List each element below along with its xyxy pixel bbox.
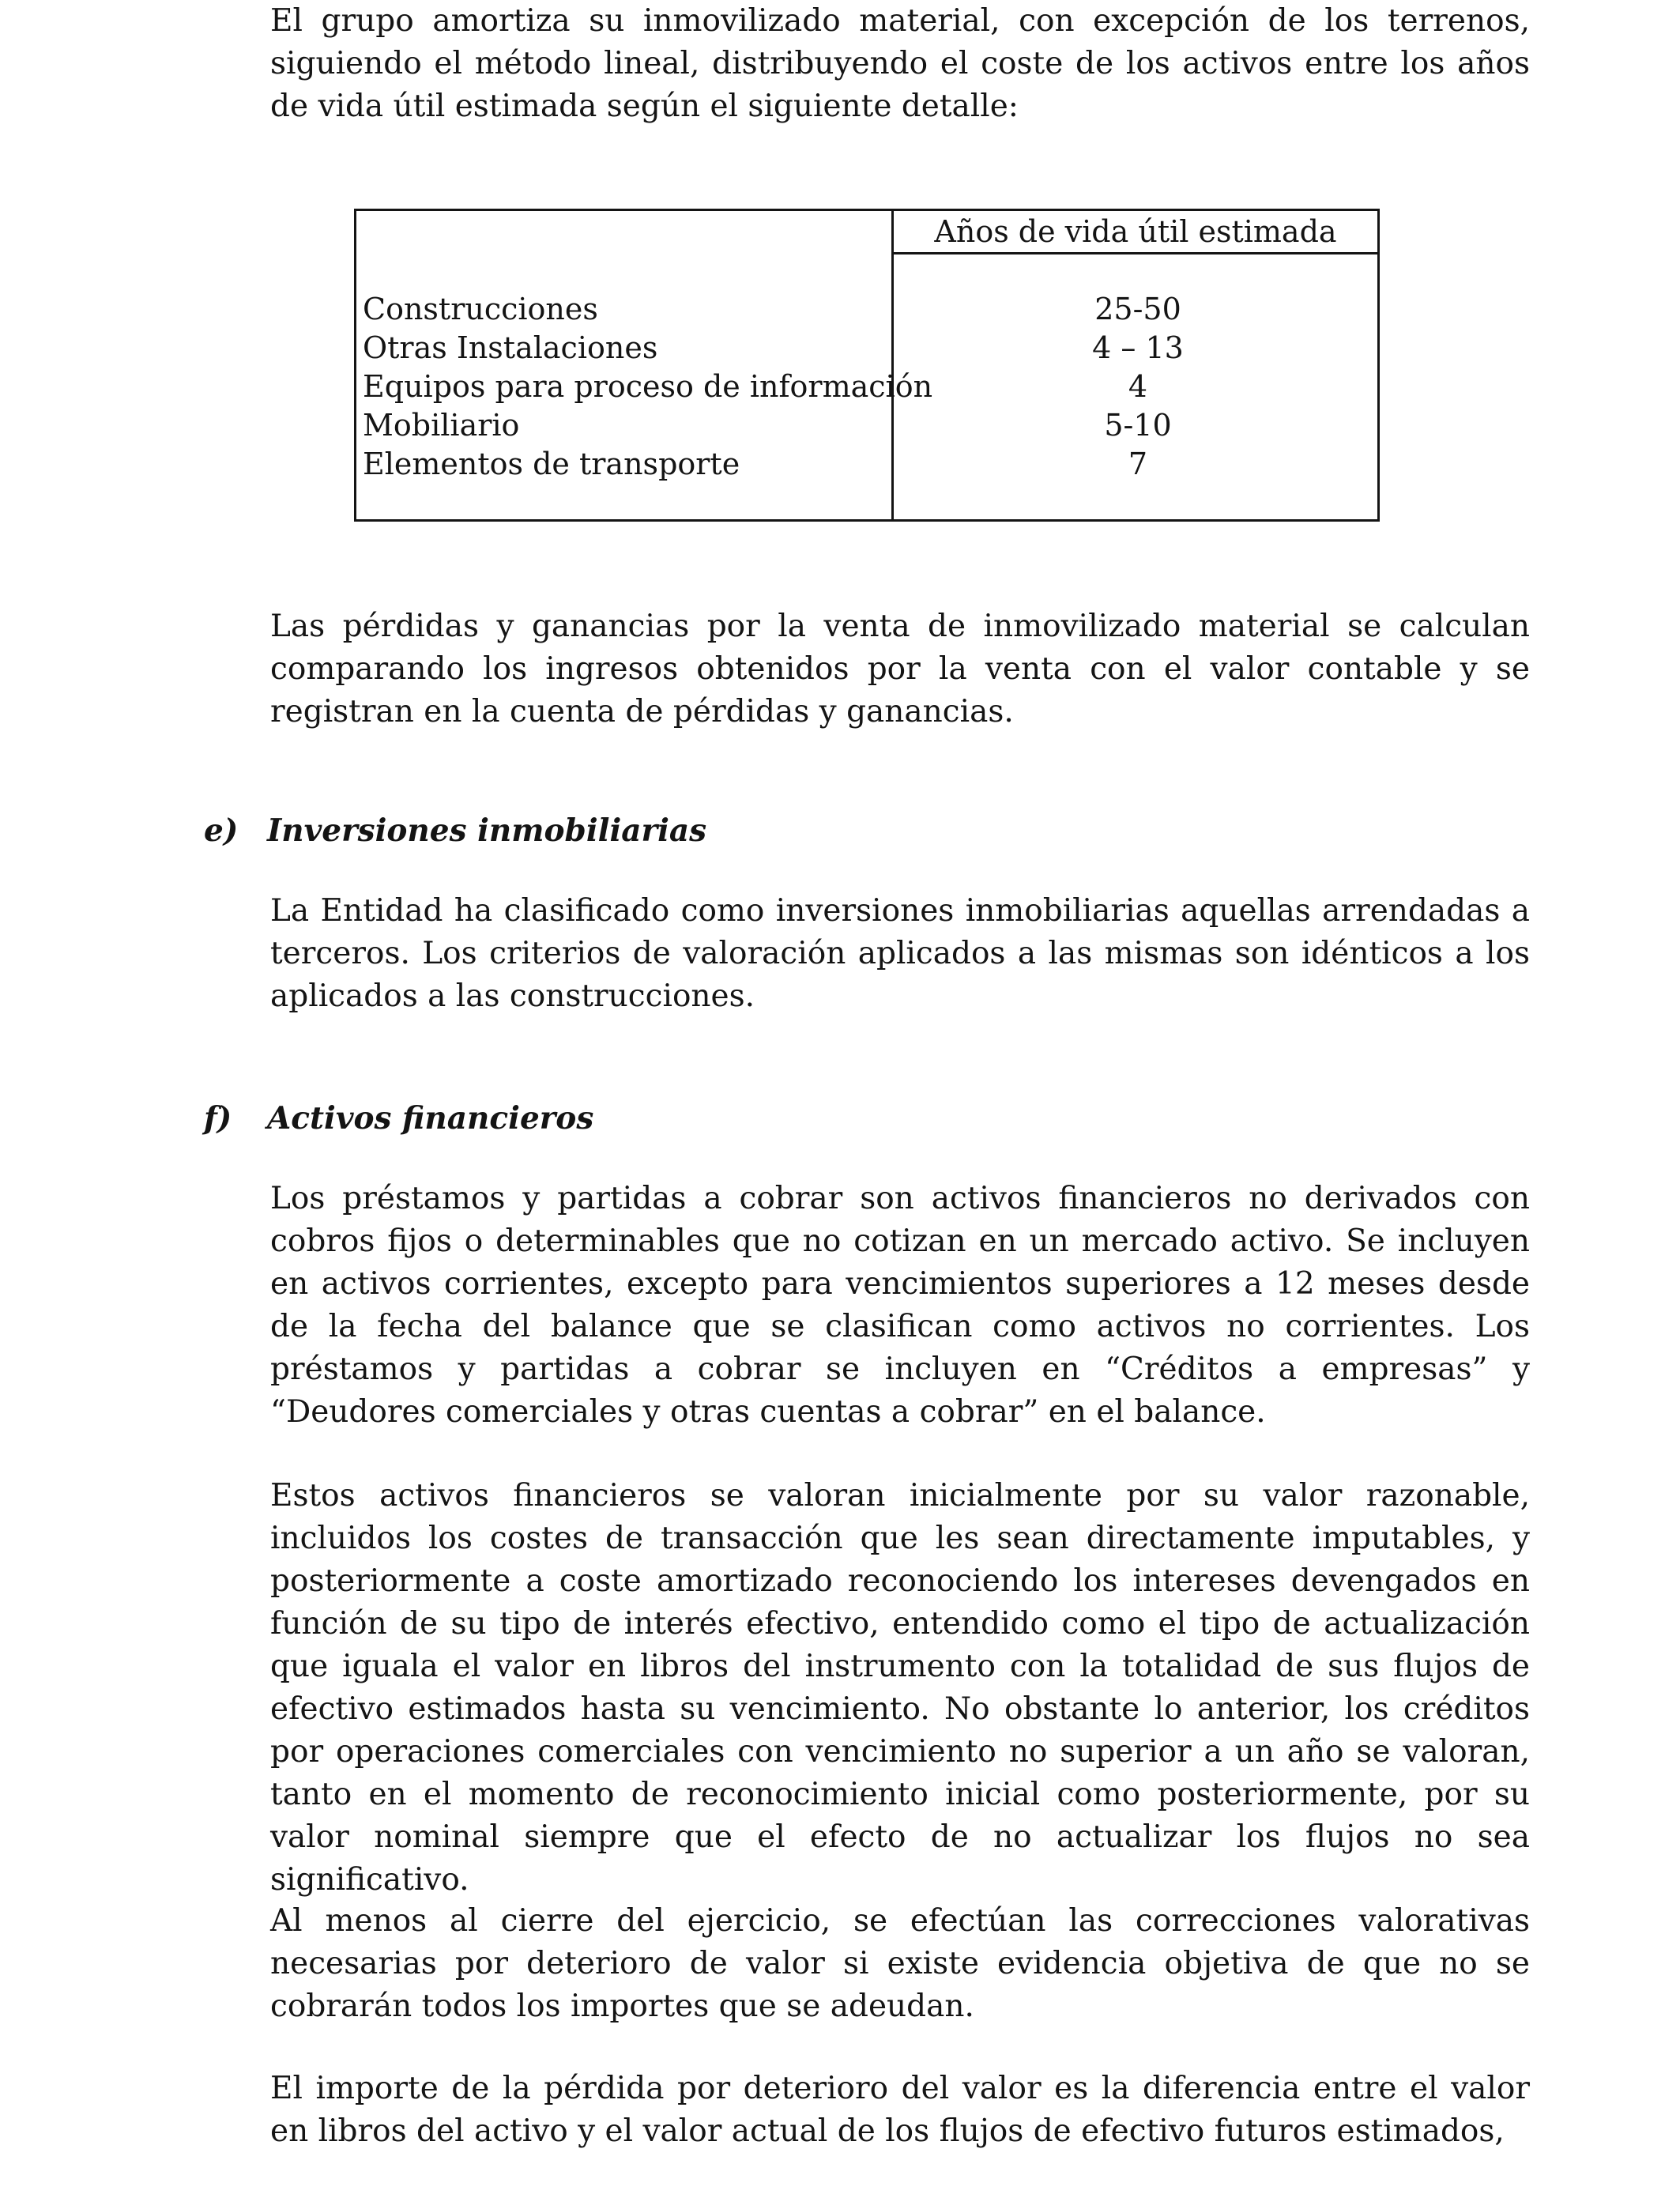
table-body [363, 290, 1377, 484]
paragraph-intro: El grupo amortiza su inmovilizado material, con excepción de los terrenos, siguiendo el método lineal, distribuyendo el coste de los activos entre los años de vida útil estimada según el siguiente detalle: [270, 3, 1530, 124]
paragraph-inversiones: La Entidad ha clasificado como inversiones inmobiliarias aquellas arrendadas a terceros. Los criterios de valoración aplicados a las mismas son idénticos a los aplicados a las construcciones. [270, 893, 1530, 1014]
table-row-value: 7 [1128, 447, 1148, 481]
table-row [363, 445, 1377, 484]
section-letter: f) [204, 1100, 232, 1137]
table-row-label: Construcciones [363, 292, 598, 326]
table-column-header: Años de vida útil estimada [934, 214, 1337, 249]
section-title: Activos financieros [267, 1100, 594, 1137]
table-row-label: Otras Instalaciones [363, 330, 658, 365]
section-heading-e [204, 809, 706, 852]
paragraph-activos-2: Estos activos financieros se valoran inicialmente por su valor razonable, incluidos los costes de transacción que les sean directamente imputables, y posteriormente a coste amortizado reconociendo los intereses devengados en función de su tipo de interés efectivo, entendido como el tipo de actualización que iguala el valor en libros del instrumento con la totalidad de sus flujos de efectivo estimados hasta su vencimiento. No obstante lo anterior, los créditos por operaciones comerciales con vencimiento no superior a un año se valoran, tanto en el momento de reconocimiento inicial como posteriormente, por su valor nominal siempre que el efecto de no actualizar los flujos no sea significativo. [270, 1478, 1530, 1898]
section-title: Inversiones inmobiliarias [267, 812, 707, 849]
paragraph-activos-3: Al menos al cierre del ejercicio, se efectúan las correcciones valorativas necesarias por deterioro de valor si existe evidencia objetiva de que no se cobrarán todos los importes que se adeudan. [270, 1903, 1530, 2024]
table-row-label: Equipos para proceso de información [363, 369, 933, 404]
paragraph-losses-gains: Las pérdidas y ganancias por la venta de inmovilizado material se calculan comparando los ingresos obtenidos por la venta con el valor contable y se registran en la cuenta de pérdidas y ganancias. [270, 609, 1530, 729]
paragraph-activos-4: El importe de la pérdida por deterioro del valor es la diferencia entre el valor en libros del activo y el valor actual de los flujos de efectivo futuros estimados, [270, 2071, 1530, 2149]
table-row [363, 368, 1377, 406]
table-row-value: 4 [1128, 369, 1148, 404]
table-row [363, 290, 1377, 329]
table-row-value: 5-10 [1104, 408, 1172, 443]
useful-life-table [354, 209, 1380, 522]
table-header-divider [891, 252, 1377, 254]
table-row [363, 406, 1377, 445]
table-row-value: 25-50 [1094, 292, 1181, 326]
paragraph-activos-1: Los préstamos y partidas a cobrar son activos financieros no derivados con cobros fijos o determinables que no cotizan en un mercado activo. Se incluyen en activos corrientes, excepto para vencimientos superiores a 12 meses desde de la fecha del balance que se clasifican como activos no corrientes. Los préstamos y partidas a cobrar se incluyen en “Créditos a empresas” y “Deudores comerciales y otras cuentas a cobrar” en el balance. [270, 1181, 1530, 1430]
section-heading-f [204, 1097, 593, 1140]
section-letter: e) [204, 812, 239, 849]
table-row [363, 329, 1377, 368]
table-row-value: 4 – 13 [1092, 330, 1184, 365]
table-row-label: Mobiliario [363, 408, 520, 443]
table-row-label: Elementos de transporte [363, 447, 740, 481]
